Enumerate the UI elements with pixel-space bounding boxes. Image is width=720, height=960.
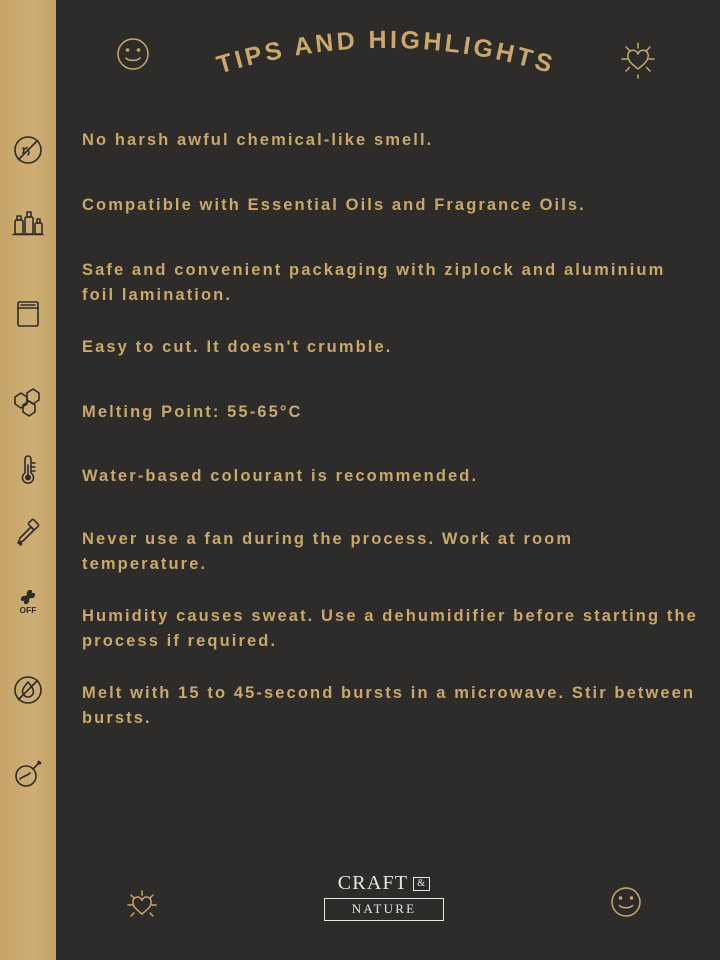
tip-item: No harsh awful chemical-like smell. <box>82 131 434 149</box>
tip-item: Melt with 15 to 45-second bursts in a microwave. Stir between bursts. <box>82 684 696 727</box>
icon-column <box>0 0 56 960</box>
heart-sparkle-icon <box>114 878 170 939</box>
thermometer-icon <box>0 448 56 492</box>
wax-cubes-icon <box>0 378 56 422</box>
poster-header <box>56 0 720 110</box>
dropper-icon <box>0 512 56 556</box>
tips-list <box>82 128 702 731</box>
logo-line-nature: NATURE <box>324 898 444 921</box>
heart-sparkle-icon <box>608 30 668 95</box>
no-humidity-icon <box>0 668 56 712</box>
logo-craft-text: CRAFT <box>337 872 409 894</box>
ziplock-pouch-icon <box>0 292 56 336</box>
essential-oil-bottles-icon <box>0 200 56 244</box>
smiley-face-icon <box>111 32 155 81</box>
microwave-stir-icon <box>0 752 56 796</box>
tip-item: Water-based colourant is recommended. <box>82 467 479 485</box>
tip-item: Safe and convenient packaging with ziplock and aluminium foil lamination. <box>82 261 666 304</box>
fan-off-icon <box>0 578 56 622</box>
logo-ampersand: & <box>413 877 430 891</box>
page-title <box>176 18 596 98</box>
tip-item: Easy to cut. It doesn't crumble. <box>82 338 393 356</box>
tip-item: Humidity causes sweat. Use a dehumidifier before starting the process if required. <box>82 607 698 650</box>
poster-footer <box>56 850 720 960</box>
brand-logo <box>324 872 444 921</box>
page-title-text: TIPS AND HIGHLIGHTS <box>213 25 559 80</box>
smiley-face-icon <box>604 880 648 929</box>
tip-item: Compatible with Essential Oils and Fragrance Oils. <box>82 196 586 214</box>
logo-line-craft <box>324 872 444 895</box>
tip-item: Melting Point: 55-65°C <box>82 403 303 421</box>
no-smell-icon <box>0 128 56 172</box>
svg-text:OFF: OFF <box>19 605 37 615</box>
tip-item: Never use a fan during the process. Work at room temperature. <box>82 530 574 573</box>
svg-text:TIPS AND HIGHLIGHTS <box>214 26 559 80</box>
